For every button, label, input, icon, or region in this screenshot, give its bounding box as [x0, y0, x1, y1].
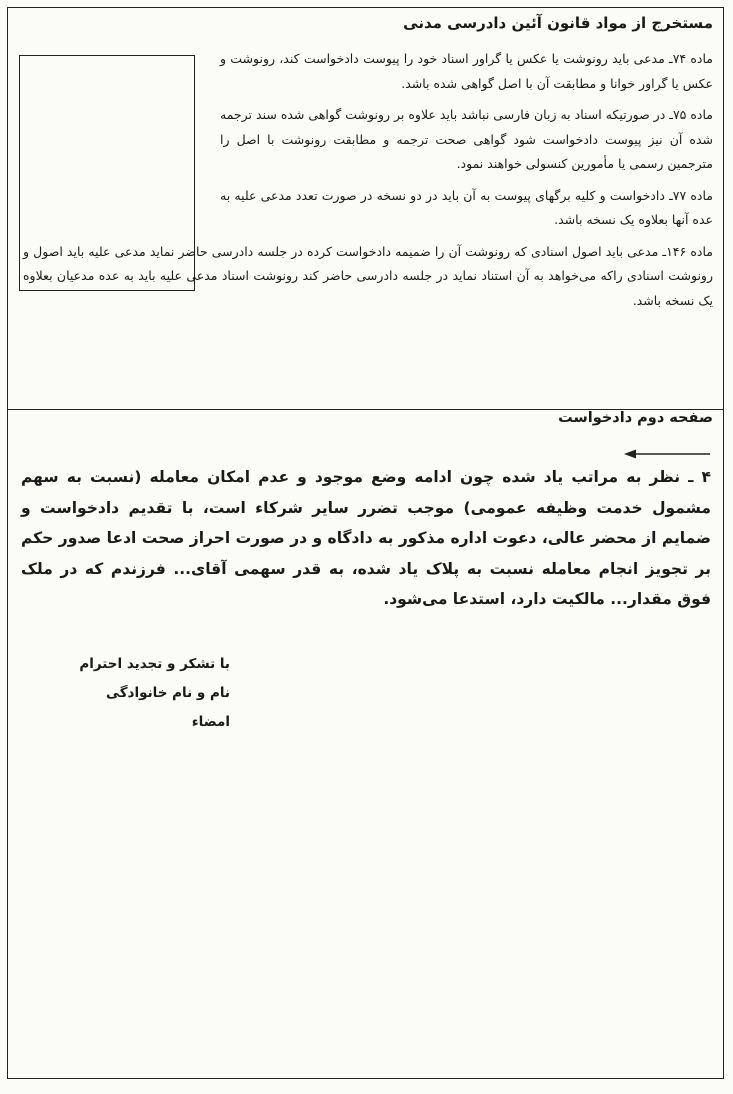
arrow-left-icon[interactable]: [624, 448, 712, 460]
petition-body: ۴ ـ نظر به مراتب یاد شده چون ادامه وضع موجود و عدم امکان معامله (نسبت به سهم مشمول خدمت وظیفه عمومی) موجب تضرر سایر شرکاء است، با تقدیم دادخواست و ضمایم از محضر عالی، دعوت اداره مذکور به دادگاه و در صورت احراز صحت ادعا صدور حکم بر تجویز انجام معامله نسبت به پلاک یاد شده، به قدر سهمی آقای... فرزندم که در ملک فوق مقدار... مالکیت دارد، استدعا می‌شود.: [21, 468, 711, 608]
full-name-label: نام و نام خانوادگی: [106, 685, 230, 701]
article-75: ماده ۷۵ـ در صورتیکه اسناد به زبان فارسی نباشد باید علاوه بر رونوشت گواهی شده سند ترجمه شده آن نیز پیوست دادخواست شود گواهی صحت ترجمه و مطابقت رونوشت با اصل را مترجمین رسمی یا مأمورین کنسولی خواهند نمود.: [220, 107, 714, 171]
article-146: ماده ۱۴۶ـ مدعی باید اصول اسنادی که رونوشت آن را ضمیمه دادخواست کرده در جلسه دادرسی حاضر نماید مدعی علیه باید اصول و رونوشت اسنادی راکه می‌خواهد به آن استناد نماید در جلسه دادرسی حاضر کند رونوشت اسناد مدعی علیه باید به عده مدعیان بعلاوه یک نسخه باشد.: [23, 243, 713, 308]
signature-label: امضاء: [191, 714, 230, 730]
signature-block: [30, 650, 230, 737]
article-74: ماده ۷۴ـ مدعی باید رونوشت یا عکس یا گراور اسناد خود را پیوست دادخواست کند، رونوشت و عکس یا گراور خوانا و مطابقت آن با اصل گواهی شده باشد.: [220, 51, 714, 91]
legal-articles: [23, 47, 713, 320]
page-heading: مستخرج از مواد قانون آئین دادرسی مدنی: [403, 14, 713, 32]
arrow-left-icon: [624, 448, 712, 460]
closing-regards: با تشکر و تجدید احترام: [79, 656, 230, 672]
page-two-title: صفحه دوم دادخواست: [558, 410, 713, 426]
article-77: ماده ۷۷ـ دادخواست و کلیه برگهای پیوست به آن باید در دو نسخه در صورت تعدد مدعی علیه به عده آنها بعلاوه یک نسخه باشد.: [220, 187, 714, 227]
